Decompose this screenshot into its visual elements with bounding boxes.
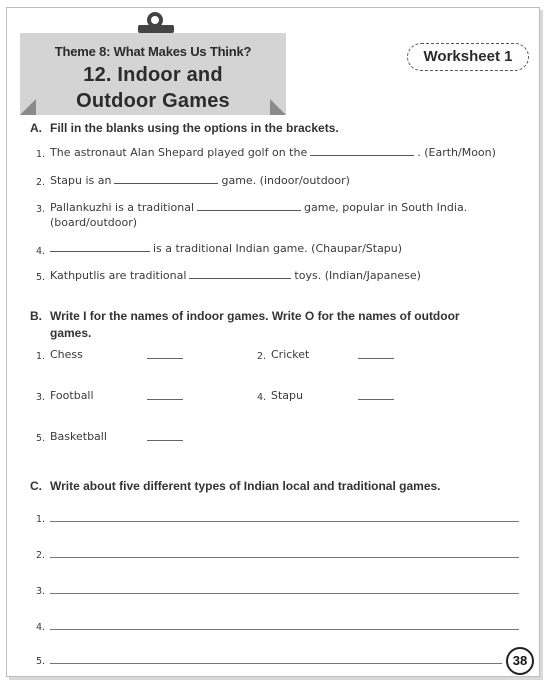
- game-basketball: Basketball: [50, 430, 107, 443]
- question-options: toys. (Indian/Japanese): [294, 269, 421, 282]
- section-c-heading: [30, 479, 441, 493]
- fill-blank[interactable]: [189, 277, 291, 279]
- question-number: 1.: [36, 149, 46, 160]
- game-chess: Chess: [50, 348, 83, 361]
- line-number: 5.: [36, 656, 46, 667]
- item-number: 2.: [257, 351, 267, 362]
- question-text: Stapu is an: [50, 174, 112, 187]
- section-c-letter: C.: [30, 479, 42, 493]
- item-number: 3.: [36, 392, 46, 403]
- question-number: 2.: [36, 177, 46, 188]
- answer-blank[interactable]: [147, 399, 183, 400]
- item-number: 5.: [36, 433, 46, 444]
- fill-blank[interactable]: [50, 250, 150, 252]
- answer-blank[interactable]: [358, 358, 394, 359]
- writing-line[interactable]: [50, 663, 502, 664]
- question-number: 4.: [36, 246, 46, 257]
- game-stapu: Stapu: [271, 389, 303, 402]
- writing-line[interactable]: [50, 557, 519, 558]
- question-text: The astronaut Alan Shepard played golf on the: [50, 146, 308, 159]
- answer-blank[interactable]: [358, 399, 394, 400]
- section-c-text: Write about five different types of Indian local and traditional games.: [50, 479, 441, 493]
- fill-blank[interactable]: [114, 182, 218, 184]
- question-a2: [50, 174, 350, 187]
- line-number: 2.: [36, 550, 46, 561]
- question-options: is a traditional Indian game. (Chaupar/Stapu): [153, 242, 403, 255]
- section-b-heading: [30, 309, 460, 323]
- section-a-letter: A.: [30, 121, 42, 135]
- question-text: Pallankuzhi is a traditional: [50, 201, 195, 214]
- line-number: 1.: [36, 514, 46, 525]
- writing-line[interactable]: [50, 593, 519, 594]
- section-b-text: Write I for the names of indoor games. Write O for the names of outdoor: [50, 309, 460, 323]
- question-options: game, popular in South India.: [304, 201, 468, 214]
- page-number-badge: 38: [506, 647, 534, 675]
- chapter-title-line2: Outdoor Games: [76, 90, 230, 112]
- question-number: 5.: [36, 272, 46, 283]
- question-options: game. (indoor/outdoor): [221, 174, 350, 187]
- item-number: 4.: [257, 392, 267, 403]
- game-football: Football: [50, 389, 94, 402]
- question-number: 3.: [36, 204, 46, 215]
- answer-blank[interactable]: [147, 440, 183, 441]
- game-cricket: Cricket: [271, 348, 310, 361]
- question-a1: [50, 146, 496, 159]
- question-a5: [50, 269, 421, 282]
- worksheet-badge: Worksheet 1: [407, 43, 529, 71]
- writing-line[interactable]: [50, 521, 519, 522]
- writing-line[interactable]: [50, 629, 519, 630]
- section-b-letter: B.: [30, 309, 42, 323]
- fill-blank[interactable]: [197, 209, 301, 211]
- answer-blank[interactable]: [147, 358, 183, 359]
- item-number: 1.: [36, 351, 46, 362]
- clip-ring-icon: [147, 12, 163, 28]
- section-b-heading-line2: games.: [50, 326, 92, 340]
- question-text: Kathputlis are traditional: [50, 269, 187, 282]
- section-a-heading: [30, 121, 339, 135]
- section-a-text: Fill in the blanks using the options in the brackets.: [50, 121, 339, 135]
- line-number: 3.: [36, 586, 46, 597]
- question-a3-line2: (board/outdoor): [50, 216, 138, 229]
- theme-title: Theme 8: What Makes Us Think?: [54, 44, 252, 59]
- question-a4: [50, 242, 402, 255]
- question-options: . (Earth/Moon): [417, 146, 496, 159]
- question-a3: [50, 201, 467, 214]
- line-number: 4.: [36, 622, 46, 633]
- chapter-title-line1: 12. Indoor and: [83, 64, 223, 86]
- fill-blank[interactable]: [310, 154, 414, 156]
